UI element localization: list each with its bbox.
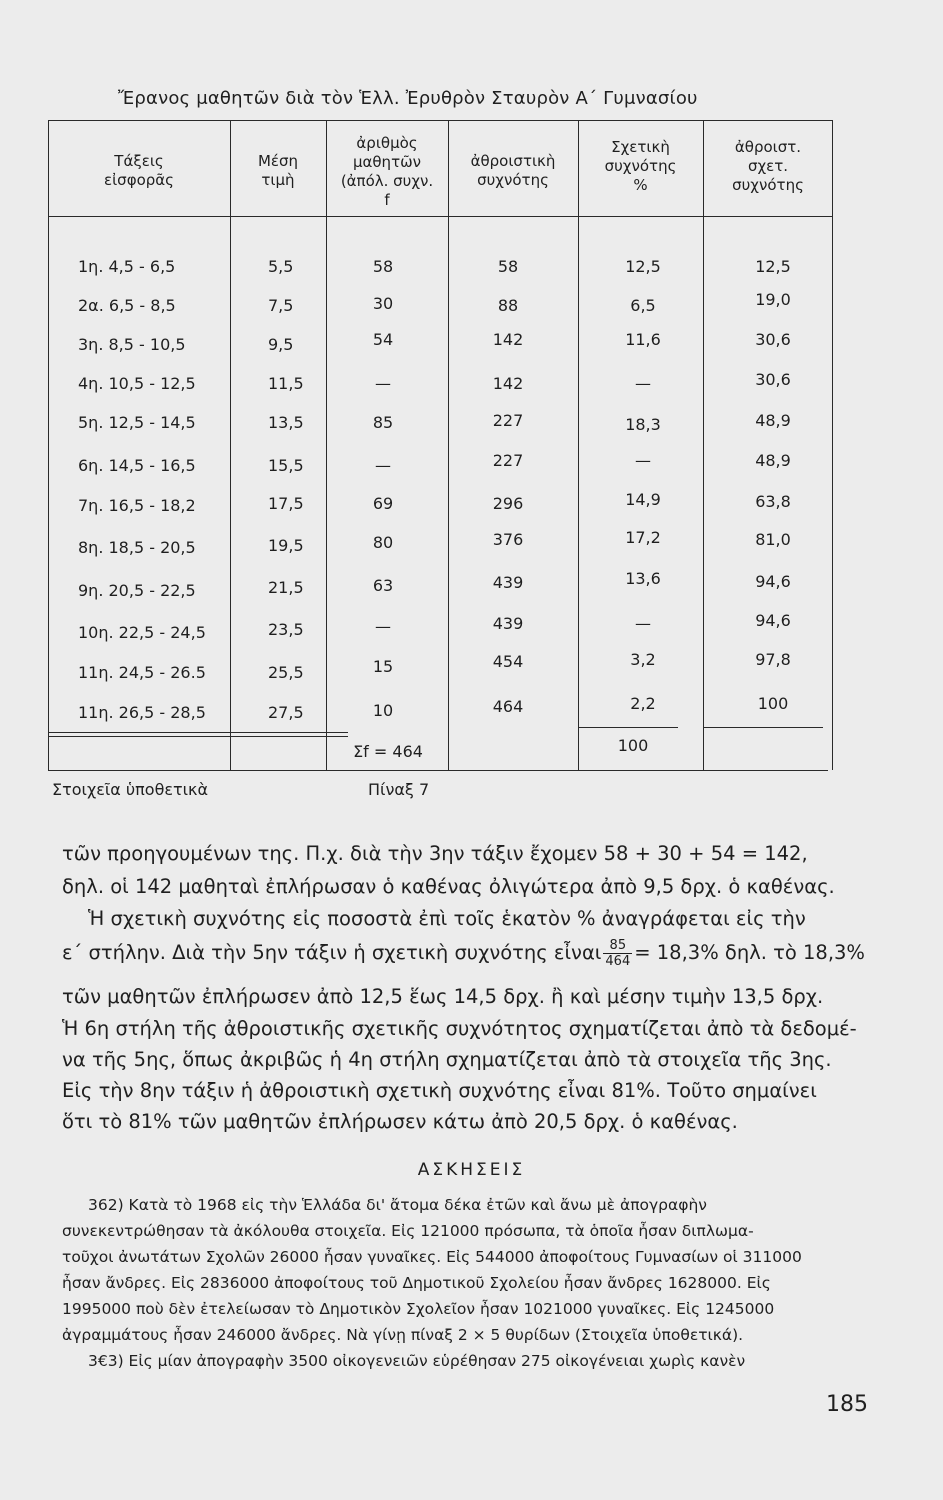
- row-11-cumrel: 97,8: [755, 650, 791, 669]
- source-note: Στοιχεῖα ὑποθετικὰ: [52, 780, 209, 799]
- row-3-mid: 9,5: [268, 335, 294, 354]
- row-3-class: 3η. 8,5 - 10,5: [78, 335, 186, 354]
- table-bottom-rule: [48, 770, 828, 771]
- row-10-cumrel: 94,6: [755, 611, 791, 630]
- header-cumrel-line1: ἀθροιστ.: [734, 138, 802, 156]
- header-cumrel-line3: συχνότης: [732, 176, 804, 194]
- row-4-cumrel: 30,6: [755, 370, 791, 389]
- col-rule-6: [832, 120, 833, 770]
- row-7-cumrel: 63,8: [755, 492, 791, 511]
- page-number: 185: [826, 1392, 868, 1417]
- row-6-cum: 227: [492, 451, 524, 470]
- col-rule-1: [230, 120, 231, 770]
- row-1-cum: 58: [497, 257, 519, 276]
- row-6-mid: 15,5: [268, 456, 304, 475]
- header-classes: [48, 152, 230, 190]
- row-9-f: 63: [372, 576, 394, 595]
- row-9-mid: 21,5: [268, 578, 304, 597]
- row-3-cumrel: 30,6: [755, 330, 791, 349]
- paragraph-line-6: Ἡ 6η στήλη τῆς ἀθροιστικῆς σχετικῆς συχνότητος σχηματίζεται ἀπὸ τὰ δεδομέ-: [62, 1017, 857, 1040]
- bottom-rule-left: [48, 732, 348, 733]
- row-8-cumrel: 81,0: [755, 530, 791, 549]
- paragraph-line-4-pre: ε΄ στήλην. Διὰ τὴν 5ην τάξιν ἡ σχετικὴ συχνότης εἶναι: [62, 941, 602, 964]
- row-3-cum: 142: [492, 330, 524, 349]
- row-5-cum: 227: [492, 411, 524, 430]
- row-5-mid: 13,5: [268, 413, 304, 432]
- row-1-f: 58: [372, 257, 394, 276]
- paragraph-line-4-post: = 18,3% δηλ. τὸ 18,3%: [634, 941, 865, 964]
- row-5-rel: 18,3: [625, 415, 661, 434]
- exercise-line-3: τοῦχοι ἀνωτάτων Σχολῶν 26000 ἦσαν γυναῖκες. Εἰς 544000 ἀποφοίτους Γυμνασίων οἱ 311000: [62, 1248, 802, 1266]
- row-10-cum: 439: [492, 614, 524, 633]
- row-12-class: 11η. 26,5 - 28,5: [78, 703, 206, 722]
- row-9-cum: 439: [492, 573, 524, 592]
- header-relative-line2: συχνότης: [604, 157, 677, 175]
- header-classes-line2: εἰσφορᾶς: [104, 171, 174, 189]
- header-midpoint-line1: Μέση: [257, 152, 299, 170]
- row-8-cum: 376: [492, 530, 524, 549]
- paragraph-line-5: τῶν μαθητῶν ἐπλήρωσεν ἀπὸ 12,5 ἕως 14,5 δρχ. ἢ καὶ μέσην τιμὴν 13,5 δρχ.: [62, 985, 824, 1008]
- header-classes-line1: Τάξεις: [114, 152, 164, 170]
- fraction-numerator: 85: [603, 938, 632, 954]
- table-label: Πίναξ 7: [368, 780, 430, 799]
- header-midpoint: [230, 152, 326, 190]
- row-6-class: 6η. 14,5 - 16,5: [78, 456, 196, 475]
- row-9-class: 9η. 20,5 - 22,5: [78, 581, 196, 600]
- row-2-cumrel: 19,0: [755, 290, 791, 309]
- row-12-f: 10: [372, 701, 394, 720]
- row-9-cumrel: 94,6: [755, 572, 791, 591]
- row-2-rel: 6,5: [630, 296, 656, 315]
- row-10-rel: —: [635, 614, 651, 633]
- bottom-rule-left-double: [48, 736, 348, 737]
- row-12-cum: 464: [492, 697, 524, 716]
- row-11-f: 15: [372, 657, 394, 676]
- header-frequency-line2: μαθητῶν: [352, 153, 422, 171]
- table-top-rule: [48, 120, 833, 121]
- paragraph-line-3: Ἡ σχετικὴ συχνότης εἰς ποσοστὰ ἐπὶ τοῖς ἑκατὸν % ἀναγράφεται εἰς τὴν: [88, 907, 806, 930]
- row-10-mid: 23,5: [268, 620, 304, 639]
- exercise-line-1: 362) Κατὰ τὸ 1968 εἰς τὴν Ἑλλάδα δι' ἄτομα δέκα ἐτῶν καὶ ἄνω μὲ ἀπογραφὴν: [88, 1196, 707, 1214]
- row-8-mid: 19,5: [268, 536, 304, 555]
- header-cumulative-line1: ἀθροιστικὴ: [470, 152, 556, 170]
- exercise-line-5: 1995000 ποὺ δὲν ἐτελείωσαν τὸ Δημοτικὸν Σχολεῖον ἦσαν 1021000 γυναῖκες. Εἰς 1245000: [62, 1300, 775, 1318]
- cumrel-rule: [703, 727, 823, 728]
- paragraph-line-8: Εἰς τὴν 8ην τάξιν ἡ ἀθροιστικὴ σχετικὴ συχνότης εἶναι 81%. Τοῦτο σημαίνει: [62, 1079, 817, 1102]
- fraction-denominator: 464: [605, 954, 631, 969]
- exercise-line-4: ἦσαν ἄνδρες. Εἰς 2836000 ἀποφοίτους τοῦ Δημοτικοῦ Σχολείου ἦσαν ἄνδρες 1628000. Εἰς: [62, 1274, 771, 1292]
- header-relative-line1: Σχετικὴ: [611, 138, 670, 156]
- header-relative-line3: %: [633, 176, 648, 194]
- exercise-line-7: 3€3) Εἰς μίαν ἀπογραφὴν 3500 οἰκογενειῶν εὑρέθησαν 275 οἰκογένειαι χωρὶς κανὲν: [88, 1352, 746, 1370]
- row-12-mid: 27,5: [268, 703, 304, 722]
- row-8-rel: 17,2: [625, 528, 661, 547]
- row-4-mid: 11,5: [268, 374, 304, 393]
- exercise-line-2: συνεκεντρώθησαν τὰ ἀκόλουθα στοιχεῖα. Εἰς 121000 πρόσωπα, τὰ ὁποῖα ἦσαν διπλωμα-: [62, 1222, 754, 1240]
- row-5-cumrel: 48,9: [755, 411, 791, 430]
- fraction: [603, 938, 632, 969]
- row-10-class: 10η. 22,5 - 24,5: [78, 623, 206, 642]
- paragraph-line-2: δηλ. οἱ 142 μαθηταὶ ἐπλήρωσαν ὁ καθένας ὀλιγώτερα ἀπὸ 9,5 δρχ. ὁ καθένας.: [62, 875, 835, 898]
- row-11-mid: 25,5: [268, 663, 304, 682]
- row-5-class: 5η. 12,5 - 14,5: [78, 413, 196, 432]
- rel-sum-rule: [578, 727, 678, 728]
- col-rule-3: [448, 120, 449, 770]
- header-frequency-line4: f: [384, 191, 390, 209]
- header-cumrel: [703, 138, 833, 195]
- row-1-cumrel: 12,5: [755, 257, 791, 276]
- header-rule: [48, 216, 833, 217]
- row-2-cum: 88: [497, 296, 519, 315]
- paragraph-line-7: να τῆς 5ης, ὅπως ἀκριβῶς ἡ 4η στήλη σχηματίζεται ἀπὸ τὰ στοιχεῖα τῆς 3ης.: [62, 1048, 832, 1071]
- row-7-class: 7η. 16,5 - 18,2: [78, 496, 196, 515]
- row-8-class: 8η. 18,5 - 20,5: [78, 538, 196, 557]
- col-rule-2: [326, 120, 327, 770]
- row-3-f: 54: [372, 330, 394, 349]
- header-midpoint-line2: τιμὴ: [261, 171, 295, 189]
- header-frequency-line3: (ἀπόλ. συχν.: [340, 172, 434, 190]
- row-5-f: 85: [372, 413, 394, 432]
- row-4-cum: 142: [492, 374, 524, 393]
- exercises-heading: ΑΣΚΗΣΕΙΣ: [417, 1160, 526, 1180]
- row-10-f: —: [375, 617, 391, 636]
- header-relative: [578, 138, 703, 195]
- header-cumrel-line2: σχετ.: [747, 157, 789, 175]
- sum-rel: 100: [617, 736, 649, 755]
- exercise-line-6: ἀγραμμάτους ἦσαν 246000 ἄνδρες. Νὰ γίνῃ πίναξ 2 × 5 θυρίδων (Στοιχεῖα ὑποθετικά).: [62, 1326, 744, 1344]
- paragraph-line-9: ὅτι τὸ 81% τῶν μαθητῶν ἐπλήρωσεν κάτω ἀπὸ 20,5 δρχ. ὁ καθένας.: [62, 1110, 738, 1133]
- header-frequency-line1: ἀριθμὸς: [356, 134, 418, 152]
- row-12-cumrel: 100: [757, 694, 789, 713]
- header-cumulative-line2: συχνότης: [477, 171, 549, 189]
- row-4-class: 4η. 10,5 - 12,5: [78, 374, 196, 393]
- row-8-f: 80: [372, 533, 394, 552]
- col-rule-0: [48, 120, 49, 770]
- row-7-mid: 17,5: [268, 494, 304, 513]
- row-6-f: —: [375, 456, 391, 475]
- row-1-rel: 12,5: [625, 257, 661, 276]
- row-7-cum: 296: [492, 494, 524, 513]
- row-4-rel: —: [635, 374, 651, 393]
- row-11-class: 11η. 24,5 - 26.5: [78, 663, 206, 682]
- row-7-rel: 14,9: [625, 490, 661, 509]
- row-9-rel: 13,6: [625, 569, 661, 588]
- row-11-rel: 3,2: [630, 650, 656, 669]
- row-1-class: 1η. 4,5 - 6,5: [78, 257, 176, 276]
- col-rule-5: [703, 120, 704, 770]
- paragraph-line-4: [62, 938, 865, 969]
- frequency-table: [48, 120, 833, 770]
- sum-f: Σf = 464: [353, 742, 423, 761]
- row-4-f: —: [375, 374, 391, 393]
- col-rule-4: [578, 120, 579, 770]
- row-2-class: 2α. 6,5 - 8,5: [78, 296, 176, 315]
- row-6-cumrel: 48,9: [755, 451, 791, 470]
- row-11-cum: 454: [492, 652, 524, 671]
- table-caption: Ἔρανος μαθητῶν διὰ τὸν Ἑλλ. Ἐρυθρὸν Σταυρὸν Α΄ Γυμνασίου: [118, 88, 698, 109]
- row-6-rel: —: [635, 451, 651, 470]
- row-2-f: 30: [372, 294, 394, 313]
- row-7-f: 69: [372, 494, 394, 513]
- header-frequency: [326, 134, 448, 210]
- paragraph-line-1: τῶν προηγουμένων της. Π.χ. διὰ τὴν 3ην τάξιν ἔχομεν 58 + 30 + 54 = 142,: [62, 842, 808, 865]
- row-1-mid: 5,5: [268, 257, 294, 276]
- row-3-rel: 11,6: [625, 330, 661, 349]
- header-cumulative: [448, 152, 578, 190]
- row-2-mid: 7,5: [268, 296, 294, 315]
- row-12-rel: 2,2: [630, 694, 656, 713]
